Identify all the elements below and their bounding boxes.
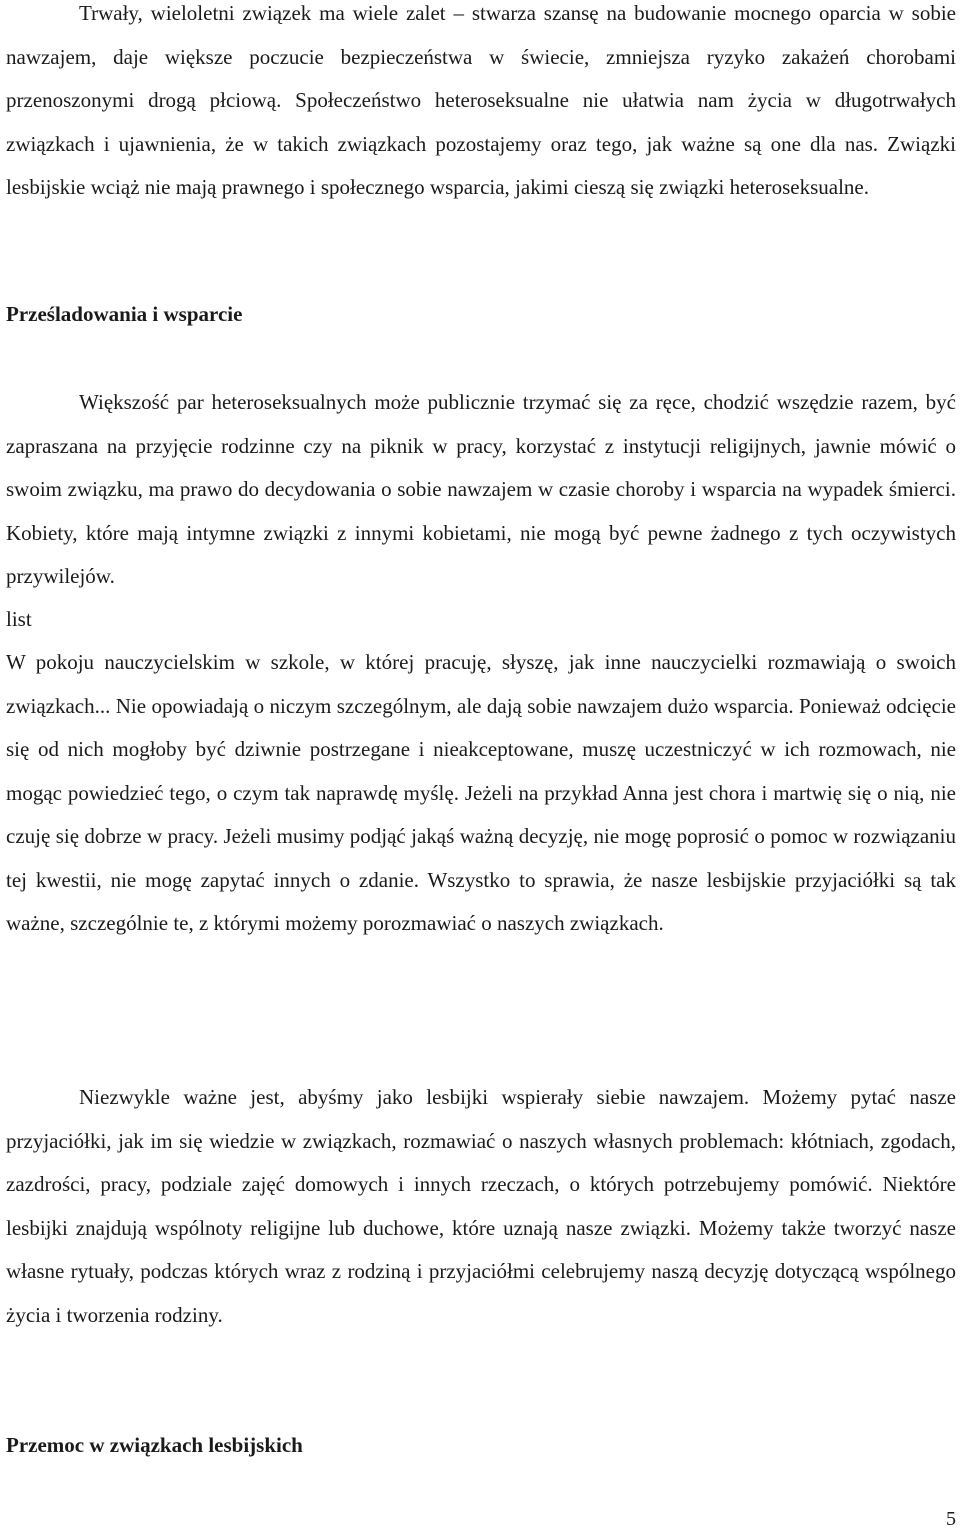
section-heading-persecution: Prześladowania i wsparcie	[6, 302, 243, 326]
paragraph-relationships: Trwały, wieloletni związek ma wiele zalet – stwarza szansę na budowanie mocnego oparcia w sobie nawzajem, daje większe poczucie bezpieczeństwa w świecie, zmniejsza ryzyko zakażeń chorobami przenoszonymi drogą płciową. Społeczeństwo heteroseksualne nie ułatwia nam życia w długotrwałych związkach i ujawnienia, że w takich związkach pozostajemy oraz tego, jak ważne są one dla nas. Związki lesbijskie wciąż nie mają prawnego i społecznego wsparcia, jakimi cieszą się związki heteroseksualne.	[6, 1, 956, 199]
list-label: list	[6, 607, 32, 631]
paragraph-heterosexual-privileges: Większość par heteroseksualnych może publicznie trzymać się za ręce, chodzić wszędzie razem, być zapraszana na przyjęcie rodzinne czy na piknik w pracy, korzystać z instytucji religijnych, jawnie mówić o swoim związku, ma prawo do decydowania o sobie nawzajem w czasie choroby i wsparcia na wypadek śmierci. Kobiety, które mają intymne związki z innymi kobietami, nie mogą być pewne żadnego z tych oczywistych przywilejów.	[6, 390, 956, 588]
section-heading-violence: Przemoc w związkach lesbijskich	[6, 1433, 303, 1457]
page-number: 5	[946, 1508, 956, 1530]
paragraph-teacher-quote: W pokoju nauczycielskim w szkole, w której pracuję, słyszę, jak inne nauczycielki rozmawiają o swoich związkach... Nie opowiadają o niczym szczególnym, ale dają sobie nawzajem dużo wsparcia. Ponieważ odcięcie się od nich mogłoby być dziwnie postrzegane i nieakceptowane, muszę uczestniczyć w ich rozmowach, nie mogąc powiedzieć tego, o czym tak naprawdę myślę. Jeżeli na przykład Anna jest chora i martwię się o nią, nie czuję się dobrze w pracy. Jeżeli musimy podjąć jakąś ważną decyzję, nie mogę poprosić o pomoc w rozwiązaniu tej kwestii, nie mogę zapytać innych o zdanie. Wszystko to sprawia, że nasze lesbijskie przyjaciółki są tak ważne, szczególnie te, z którymi możemy porozmawiać o naszych związkach.	[6, 650, 956, 935]
paragraph-mutual-support: Niezwykle ważne jest, abyśmy jako lesbijki wspierały siebie nawzajem. Możemy pytać nasze przyjaciółki, jak im się wiedzie w związkach, rozmawiać o naszych własnych problemach: kłótniach, zgodach, zazdrości, pracy, podziale zajęć domowych i innych rzeczach, o których potrzebujemy pomówić. Niektóre lesbijki znajdują wspólnoty religijne lub duchowe, które uznają nasze związki. Możemy także tworzyć nasze własne rytuały, podczas których wraz z rodziną i przyjaciółmi celebrujemy naszą decyzję dotyczącą wspólnego życia i tworzenia rodziny.	[6, 1085, 956, 1327]
